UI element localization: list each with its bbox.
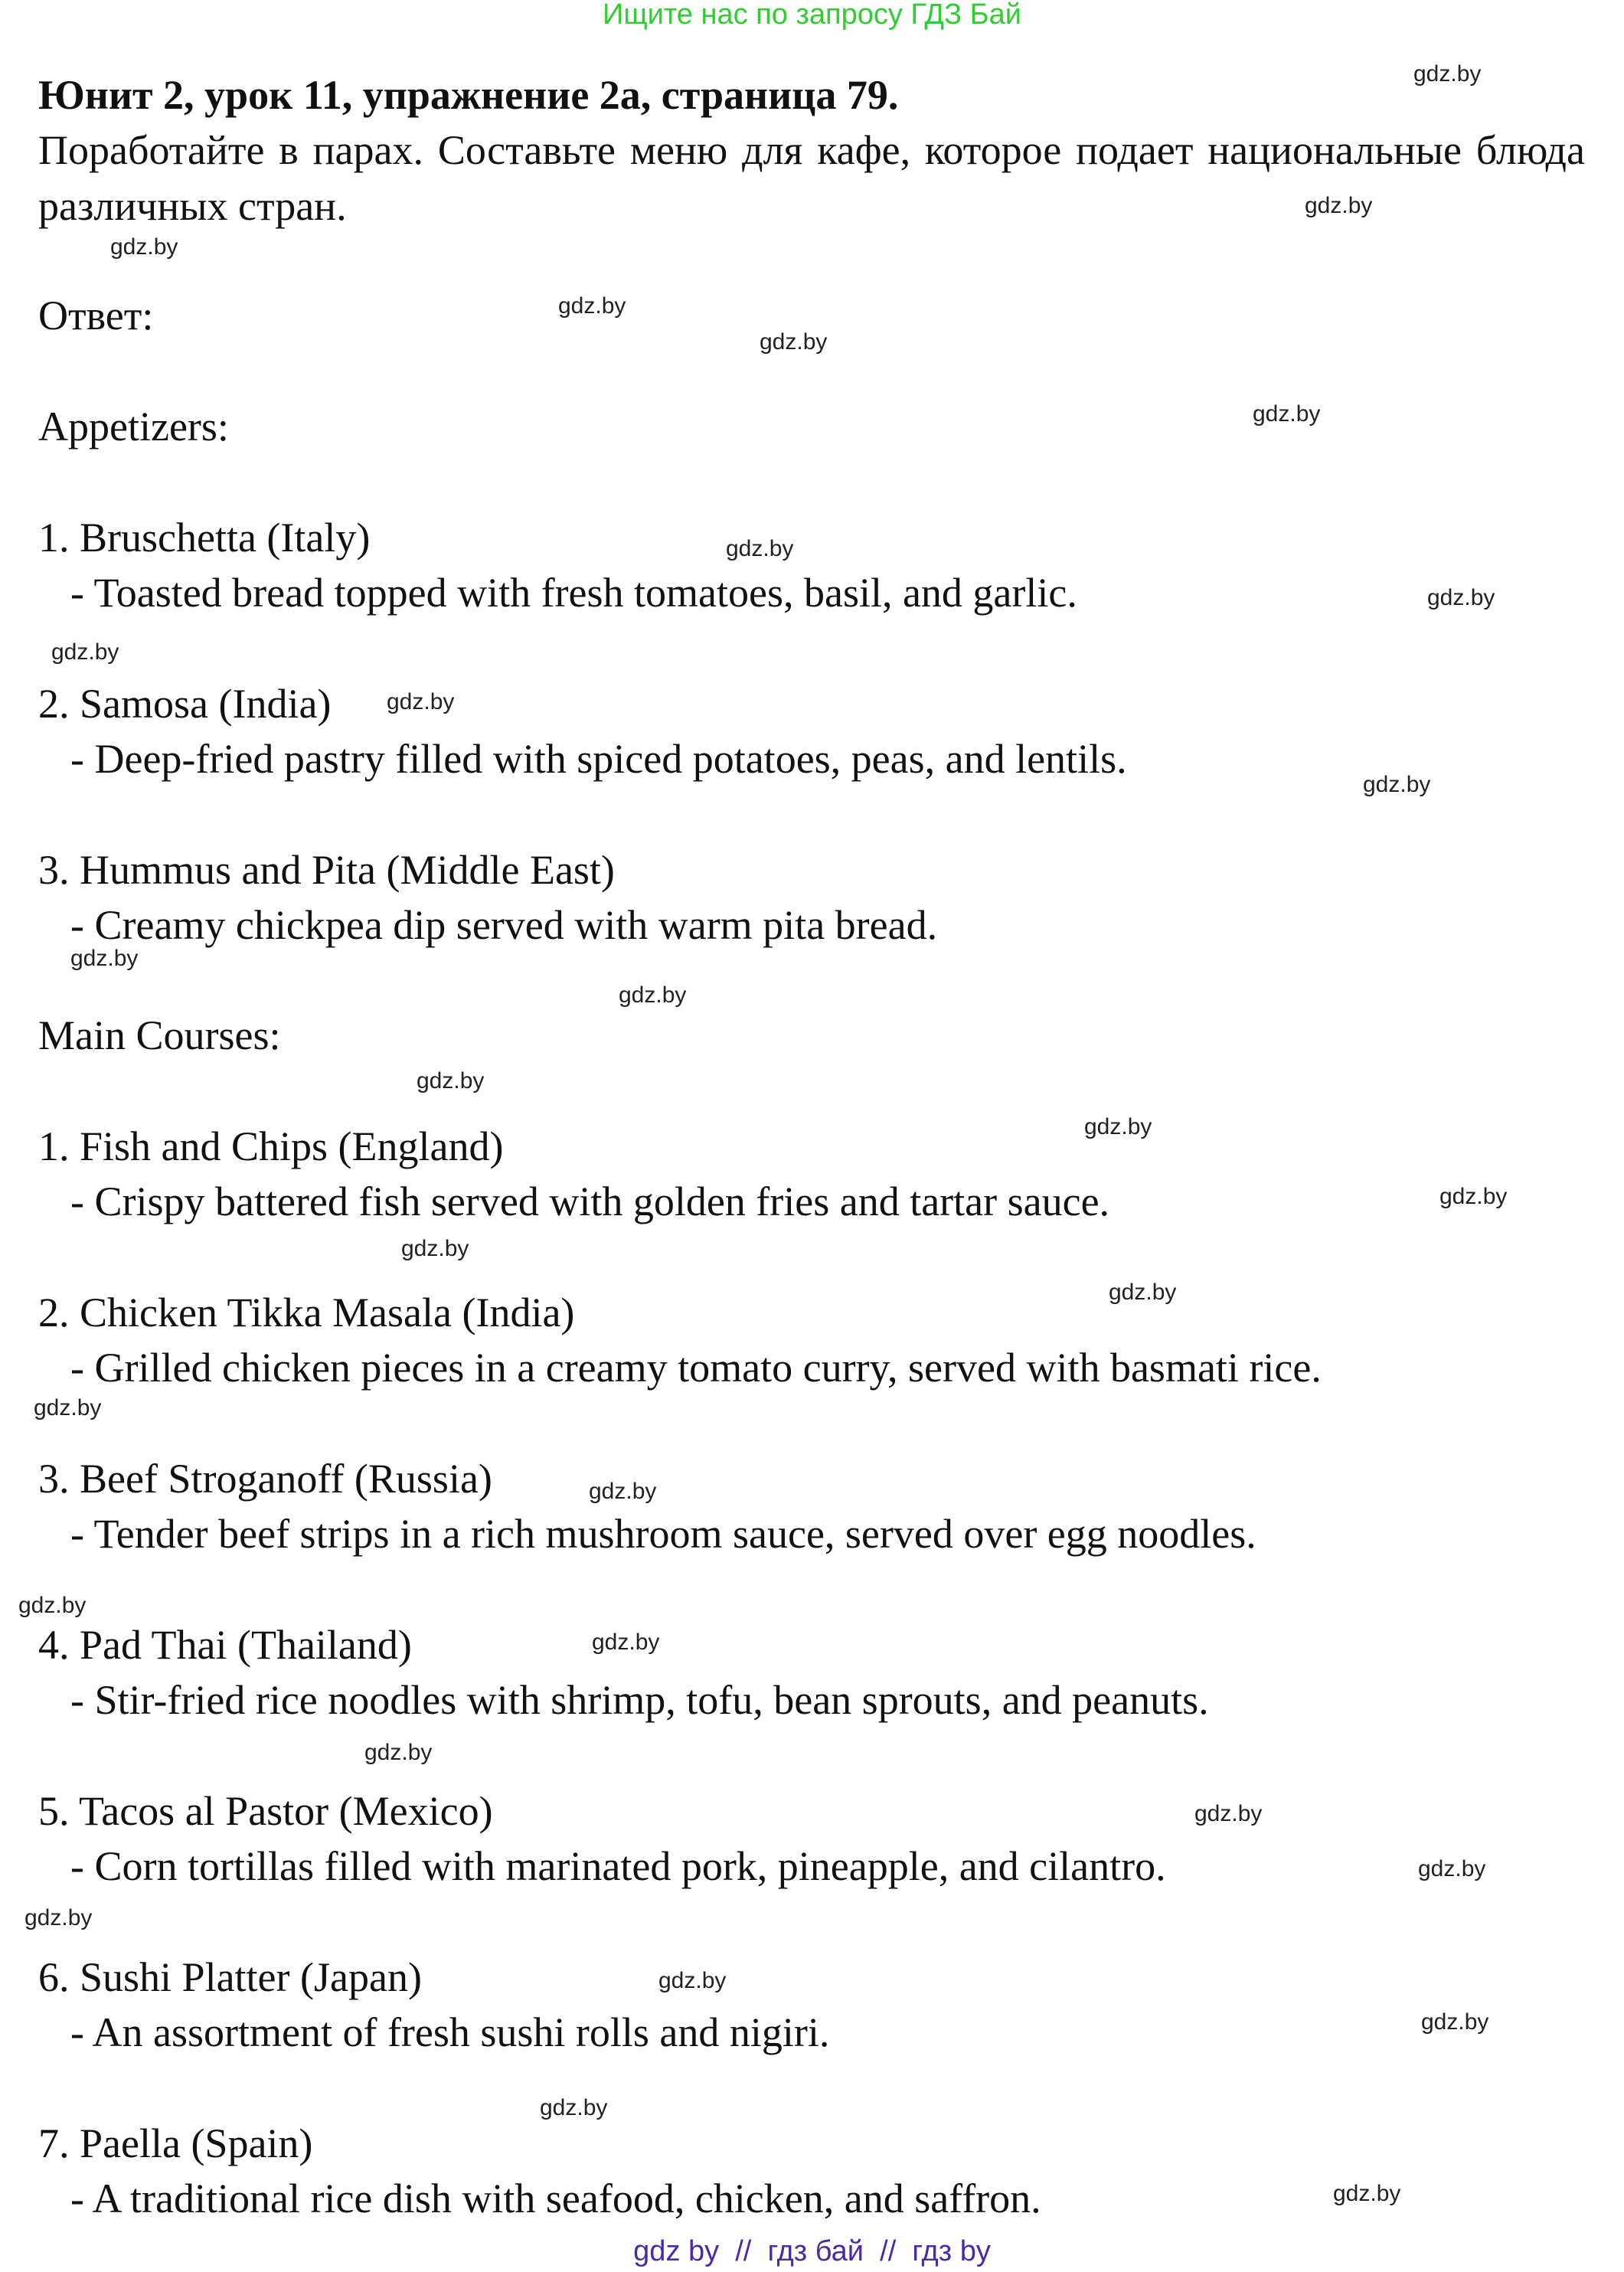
- main-course-item-desc: - An assortment of fresh sushi rolls and nigiri.: [70, 2009, 830, 2055]
- watermark: gdz.by: [417, 1068, 485, 1094]
- watermark: gdz.by: [589, 1479, 657, 1504]
- watermark: gdz.by: [540, 2095, 608, 2120]
- watermark: gdz.by: [558, 293, 626, 319]
- watermark: gdz.by: [110, 234, 178, 260]
- watermark: gdz.by: [1421, 2009, 1489, 2035]
- main-course-item-name: 5. Tacos al Pastor (Mexico): [38, 1788, 493, 1834]
- watermark: gdz.by: [1194, 1801, 1263, 1826]
- answer-label: Ответ:: [38, 293, 154, 338]
- main-course-item-desc: - Corn tortillas filled with marinated pork, pineapple, and cilantro.: [70, 1843, 1166, 1889]
- watermark: gdz.by: [1363, 772, 1431, 797]
- main-course-item-name: 4. Pad Thai (Thailand): [38, 1622, 412, 1668]
- watermark: gdz.by: [1253, 401, 1321, 427]
- main-course-item-desc: - Grilled chicken pieces in a creamy tomato curry, served with basmati rice.: [70, 1345, 1322, 1391]
- section-title-main-courses: Main Courses:: [38, 1012, 281, 1058]
- watermark: gdz.by: [726, 536, 794, 561]
- appetizer-item-desc: - Deep-fried pastry filled with spiced potatoes, peas, and lentils.: [70, 736, 1127, 782]
- watermark: gdz.by: [592, 1630, 660, 1655]
- watermark: gdz.by: [619, 982, 687, 1008]
- section-title-appetizers: Appetizers:: [38, 404, 229, 449]
- watermark: gdz.by: [25, 1905, 93, 1930]
- top-banner: Ищите нас по запросу ГДЗ Бай: [603, 0, 1021, 31]
- watermark: gdz.by: [1084, 1114, 1152, 1139]
- main-course-item-desc: - Crispy battered fish served with golden fries and tartar sauce.: [70, 1178, 1110, 1224]
- watermark: gdz.by: [51, 639, 119, 665]
- main-course-item-name: 3. Beef Stroganoff (Russia): [38, 1456, 492, 1502]
- appetizer-item-name: 3. Hummus and Pita (Middle East): [38, 847, 615, 893]
- watermark: gdz.by: [1305, 193, 1373, 218]
- watermark: gdz.by: [1333, 2181, 1401, 2206]
- main-course-item-name: 2. Chicken Tikka Masala (India): [38, 1290, 575, 1335]
- watermark: gdz.by: [364, 1740, 433, 1765]
- watermark: gdz.by: [18, 1593, 87, 1618]
- watermark: gdz.by: [1439, 1184, 1508, 1209]
- watermark: gdz.by: [1418, 1856, 1486, 1881]
- watermark: gdz.by: [1413, 61, 1482, 87]
- main-course-item-name: 1. Fish and Chips (England): [38, 1123, 504, 1169]
- main-course-item-desc: - Tender beef strips in a rich mushroom sauce, served over egg noodles.: [70, 1511, 1256, 1557]
- watermark: gdz.by: [760, 329, 828, 355]
- main-course-item-desc: - A traditional rice dish with seafood, chicken, and saffron.: [70, 2176, 1041, 2221]
- watermark: gdz.by: [401, 1236, 469, 1261]
- watermark: gdz.by: [387, 689, 455, 714]
- appetizer-item-name: 2. Samosa (India): [38, 681, 332, 727]
- footer-links: gdz by // гдз бай // гдз by: [633, 2235, 991, 2267]
- main-course-item-name: 6. Sushi Platter (Japan): [38, 1954, 422, 2000]
- watermark: gdz.by: [1109, 1280, 1177, 1305]
- watermark: gdz.by: [1427, 585, 1495, 610]
- task-text: Поработайте в парах. Составьте меню для кафе, которое подает национальные блюда различных стран.: [38, 127, 1585, 229]
- exercise-heading: Юнит 2, урок 11, упражнение 2a, страница 79.: [38, 72, 899, 118]
- appetizer-item-name: 1. Bruschetta (Italy): [38, 515, 371, 561]
- appetizer-item-desc: - Creamy chickpea dip served with warm pita bread.: [70, 902, 938, 948]
- main-course-item-name: 7. Paella (Spain): [38, 2120, 313, 2166]
- appetizer-item-desc: - Toasted bread topped with fresh tomatoes, basil, and garlic.: [70, 570, 1077, 616]
- watermark: gdz.by: [658, 1968, 727, 1993]
- watermark: gdz.by: [70, 946, 139, 971]
- main-course-item-desc: - Stir-fried rice noodles with shrimp, tofu, bean sprouts, and peanuts.: [70, 1677, 1209, 1723]
- watermark: gdz.by: [34, 1395, 102, 1420]
